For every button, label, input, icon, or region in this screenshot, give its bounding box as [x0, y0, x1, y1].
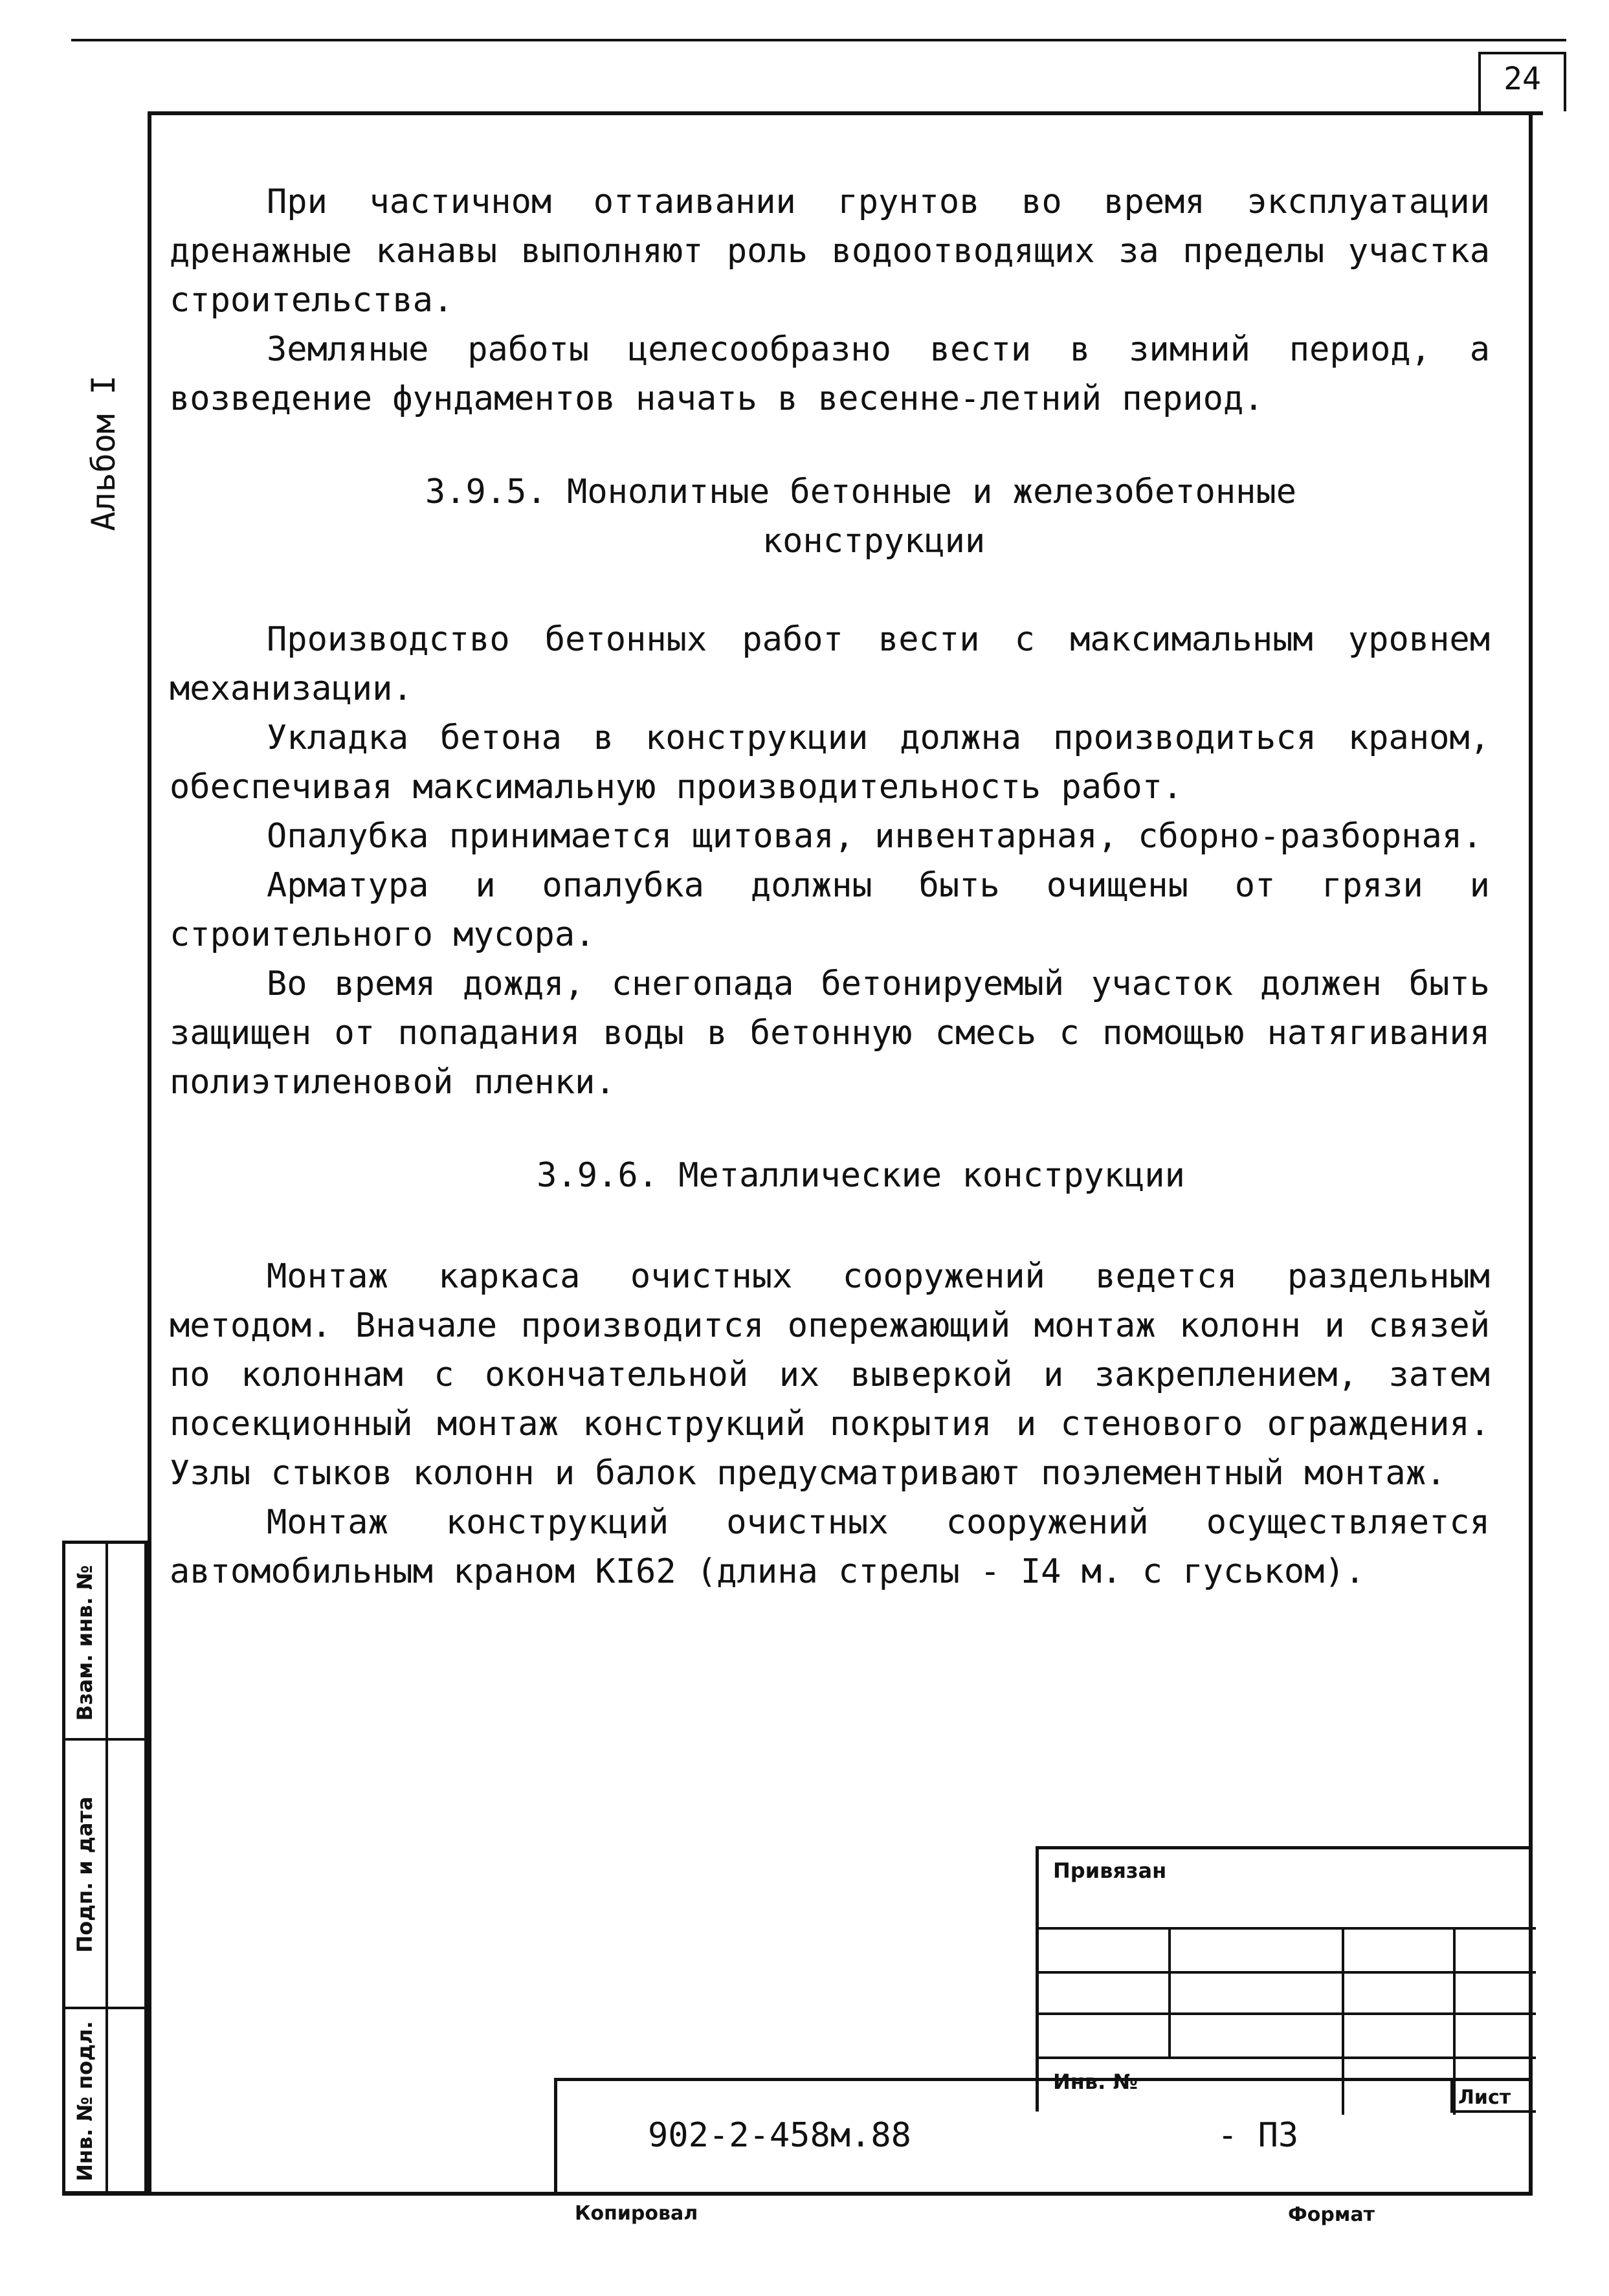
stamp-grid-line	[1168, 1927, 1171, 2056]
frame-top-line	[148, 111, 1543, 115]
stamp-grid-line	[1039, 1927, 1536, 1930]
inv-no-label: Инв. №	[1053, 2069, 1138, 2094]
paragraph: При частичном оттаивании грунтов во время эксплуатации дренажные канавы выполняют роль водоотводящих за пределы участка строительства.	[170, 183, 1490, 320]
page-number: 24	[1504, 61, 1541, 97]
page-number-box	[1478, 52, 1566, 111]
paragraph: Производство бетонных работ вести с максимальным уровнем механизации.	[170, 620, 1490, 708]
kopiroval-label: Копировал	[575, 2202, 698, 2225]
vzam-inv-label: Взам. инв. №	[72, 1565, 97, 1721]
section-396-text	[170, 1252, 1490, 1596]
section-395-text	[170, 615, 1490, 1107]
paragraph: Во время дождя, снегопада бетонируемый участок должен быть защищен от попадания воды в бетонную смесь с помощью натягивания полиэтиленовой пленки.	[170, 964, 1490, 1102]
frame-left-line	[148, 111, 151, 2194]
list-divider	[1450, 2110, 1536, 2113]
privyazan-label: Привязан	[1053, 1858, 1167, 1883]
paragraph: Опалубка принимается щитовая, инвентарная, сборно-разборная.	[267, 817, 1483, 856]
paragraph: Арматура и опалубка должны быть очищены от грязи и строительного мусора.	[170, 866, 1490, 954]
side-stamp-vertical-divider	[105, 1544, 108, 2191]
stamp-grid-line	[1039, 2056, 1536, 2059]
stamp-grid-line	[1039, 1971, 1536, 1974]
side-stamp	[62, 1541, 148, 2194]
section-396-heading: 3.9.6. Металлические конструкции	[537, 1156, 1185, 1195]
album-label: Альбом I	[85, 375, 122, 531]
list-label: Лист	[1458, 2086, 1511, 2109]
paragraph: Укладка бетона в конструкции должна производиться краном, обеспечивая максимальную производительность работ.	[170, 719, 1490, 807]
section-395-heading-line2: конструкции	[762, 522, 986, 561]
list-divider	[1450, 2081, 1453, 2110]
paragraph: Земляные работы целесообразно вести в зимний период, а возведение фундаментов начать в весенне-летний период.	[170, 330, 1490, 418]
paragraph: Монтаж конструкций очистных сооружений осуществляется автомобильным краном КI62 (длина стрелы - I4 м. с гуськом).	[170, 1503, 1490, 1591]
document-section: - ПЗ	[1217, 2116, 1299, 2155]
podp-data-label: Подп. и дата	[72, 1796, 97, 1953]
inv-podl-label: Инв. № подл.	[72, 2021, 97, 2181]
stamp-grid-line	[1039, 2012, 1536, 2015]
section-395-heading	[388, 467, 1333, 566]
document-code: 902-2-458м.88	[648, 2116, 911, 2155]
stamp-block	[1036, 1846, 1533, 2112]
section-395-heading-line1: 3.9.5. Монолитные бетонные и железобетонные	[425, 473, 1297, 511]
title-block-main	[554, 2078, 1533, 2196]
format-label: Формат	[1288, 2203, 1375, 2226]
top-outer-line	[71, 39, 1566, 41]
paragraph: Монтаж каркаса очистных сооружений ведется раздельным методом. Вначале производится опережающий монтаж колонн и связей по колоннам с окончательной их выверкой и закреплением, затем посекционный монтаж конструкций покрытия и стенового ограждения. Узлы стыков колонн и балок предусматривают поэлементный монтаж.	[170, 1257, 1490, 1493]
intro-text	[170, 177, 1490, 423]
